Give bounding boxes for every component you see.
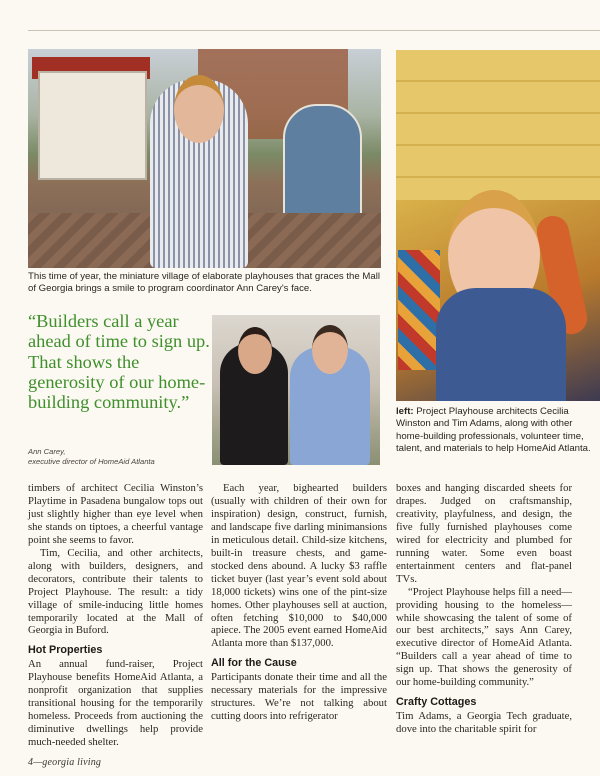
paragraph: Tim Adams, a Georgia Tech graduate, dove into the charitable spirit for bbox=[396, 710, 572, 736]
caption-lead: left: bbox=[396, 406, 414, 417]
subhead-hot-properties: Hot Properties bbox=[28, 644, 103, 657]
paragraph: boxes and hanging discarded sheets for drapes. Judged on craftsmanship, creativity, playfulness, and design, the five fully furnished playhouses come wired for electricity and plumbed for running water. Some even boast entertainment centers and flat-panel TVs. bbox=[396, 482, 572, 585]
paragraph: An annual fund-raiser, Project Playhouse benefits HomeAid Atlanta, a nonprofit organization that supplies transitional housing for the temporarily homeless. Proceeds from auctioning the diminutive dwellings help provide much-needed shelter. bbox=[28, 658, 203, 749]
page-folio: 4—georgia living bbox=[28, 757, 102, 768]
paragraph: “Project Playhouse helps fill a need—providing housing to the homeless—while showcasing the talent of some of our best architects,” says Ann Carey, executive director of HomeAid Atlanta. “Builders call a year ahead of time to sign up. That shows the generosity of our home-building community.” bbox=[396, 585, 572, 689]
text-column-3 bbox=[396, 482, 572, 736]
text-column-1 bbox=[28, 482, 203, 749]
caption-girl bbox=[396, 406, 596, 455]
caption-text: Project Playhouse architects Cecilia Winston and Tim Adams, along with other home-building professionals, volunteer time, talent, and materials to help HomeAid Atlanta. bbox=[396, 406, 591, 454]
photo-playhouse-village bbox=[28, 49, 381, 268]
caption-village: This time of year, the miniature village of elaborate playhouses that graces the Mall of Georgia brings a smile to program coordinator Ann Carey's face. bbox=[28, 271, 380, 295]
pull-quote: “Builders call a year ahead of time to sign up. That shows the generosity of our home-building community.” bbox=[28, 311, 210, 413]
attribution-title: executive director of HomeAid Atlanta bbox=[28, 456, 155, 466]
photo-architects bbox=[212, 315, 380, 465]
paragraph: Each year, bighearted builders (usually with children of their own for inspiration) design, construct, furnish, and landscape five darling minimansions in meticulous detail. Child-size kitchens, built-in treasure chests, and game-stocked dens abound. A lucky $3 raffle ticket buyer (last year’s event sold about 18,000 tickets) wins one of the pint-size homes. Other playhouses sell at auction, often fetching $10,000 to $40,000 apiece. The 2005 event earned HomeAid Atlanta more than $137,000. bbox=[211, 482, 387, 650]
subhead-crafty-cottages: Crafty Cottages bbox=[396, 696, 477, 709]
text-column-2 bbox=[211, 482, 387, 723]
paragraph: timbers of architect Cecilia Winston’s Playtime in Pasadena bungalow tops out just slightly higher than eye level when she stands on tiptoes, a cheerful vantage point she seems to favor. bbox=[28, 482, 203, 546]
paragraph: Tim, Cecilia, and other architects, along with builders, designers, and decorators, contribute their talents to Project Playhouse. The result: a tidy village of smile-inducing little homes temporarily located at the Mall of Georgia in Buford. bbox=[28, 546, 203, 637]
subhead-all-for-the-cause: All for the Cause bbox=[211, 657, 297, 670]
paragraph: Participants donate their time and all the necessary materials for the impressive structures. We’re not talking about cutting doors into refrigerator bbox=[211, 671, 387, 723]
top-rule bbox=[28, 30, 600, 31]
photo-girl-in-playhouse bbox=[396, 50, 600, 401]
attribution-name: Ann Carey, bbox=[28, 447, 66, 456]
pull-quote-attribution bbox=[28, 447, 213, 466]
